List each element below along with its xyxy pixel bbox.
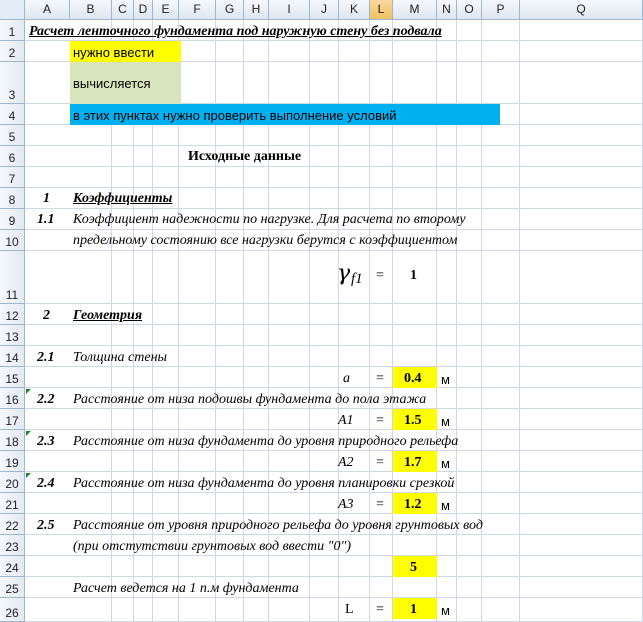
row-header-11[interactable]: 11: [0, 251, 25, 304]
legend-check-label: в этих пунктах нужно проверить выполнение условий: [73, 108, 397, 123]
row-header-20[interactable]: 20: [0, 472, 25, 493]
section-2-number: 2: [43, 308, 50, 323]
A2-unit: м: [441, 456, 450, 471]
column-header-i[interactable]: I: [269, 0, 310, 20]
column-header-q[interactable]: Q: [520, 0, 643, 20]
grid-hline: [25, 597, 643, 598]
L-equals: =: [376, 602, 384, 617]
grid-hline: [25, 513, 643, 514]
section-2-4-text: Расстояние от низа фундамента до уровня планировки срезкой: [73, 476, 455, 491]
A3-unit: м: [441, 498, 450, 513]
section-2-2-text: Расстояние от низа подошвы фундамента до пола этажа: [73, 392, 427, 407]
section-2-5-text-line1: Расстояние от уровня природного рельефа до уровня грунтовых вод: [73, 518, 483, 533]
row-header-10[interactable]: 10: [0, 230, 25, 251]
column-header-a[interactable]: A: [25, 0, 70, 20]
comment-marker[interactable]: [26, 389, 31, 394]
grid-hline: [25, 576, 643, 577]
A1-value: 1.5: [404, 413, 422, 428]
section-1-title: Коэффициенты: [73, 191, 173, 206]
comment-marker[interactable]: [26, 473, 31, 478]
column-header-d[interactable]: D: [134, 0, 153, 20]
row-header-26[interactable]: 26: [0, 598, 25, 622]
section-1-1-text-line2: предельному состоянию все нагрузки берутся с коэффициентом: [73, 233, 458, 248]
sheet-title: Расчет ленточного фундамента под наружную стену без подвала: [29, 24, 442, 39]
grid-hline: [25, 450, 643, 451]
section-1-1-text-line1: Коэффициент надежности по нагрузке. Для расчета по второму: [73, 212, 466, 227]
grid-hline: [25, 250, 643, 251]
grid-hline: [25, 187, 643, 188]
A3-label: A3: [338, 497, 354, 512]
section-2-3-text: Расстояние от низа фундамента до уровня природного рельефа: [73, 434, 459, 449]
row-header-6[interactable]: 6: [0, 146, 25, 167]
row-header-14[interactable]: 14: [0, 346, 25, 367]
section-1-number: 1: [43, 191, 50, 206]
legend-computed-label: вычисляется: [73, 76, 151, 91]
column-header-f[interactable]: F: [179, 0, 216, 20]
A3-equals: =: [376, 497, 384, 512]
grid-hline: [25, 534, 643, 535]
row-header-3[interactable]: 3: [0, 62, 25, 104]
a-equals: =: [376, 371, 384, 386]
gamma-equals: =: [376, 268, 384, 283]
section-2-5-number: 2.5: [37, 518, 55, 533]
column-header-k[interactable]: K: [339, 0, 370, 20]
A2-equals: =: [376, 455, 384, 470]
column-header-b[interactable]: B: [70, 0, 112, 20]
A2-label: A2: [338, 455, 354, 470]
row-header-16[interactable]: 16: [0, 388, 25, 409]
grid-hline: [25, 408, 643, 409]
grid-hline: [25, 366, 643, 367]
grid-hline: [25, 429, 643, 430]
row-header-23[interactable]: 23: [0, 535, 25, 556]
a-unit: м: [441, 372, 450, 387]
gamma-value: 1: [410, 268, 417, 283]
per-meter-text: Расчет ведется на 1 п.м фундамента: [73, 581, 299, 596]
A3-value: 1.2: [404, 497, 422, 512]
column-header-l[interactable]: L: [370, 0, 393, 20]
column-header-o[interactable]: O: [457, 0, 482, 20]
legend-input-label: нужно ввести: [73, 45, 155, 60]
select-all-corner[interactable]: [0, 0, 25, 20]
column-header-m[interactable]: M: [393, 0, 437, 20]
grid-hline: [25, 208, 643, 209]
comment-marker[interactable]: [26, 431, 31, 436]
row-header-4[interactable]: 4: [0, 104, 25, 125]
groundwater-value: 5: [410, 560, 417, 575]
a-value: 0.4: [404, 371, 422, 386]
row-header-17[interactable]: 17: [0, 409, 25, 430]
row-header-25[interactable]: 25: [0, 577, 25, 598]
column-header-c[interactable]: C: [112, 0, 134, 20]
row-header-24[interactable]: 24: [0, 556, 25, 577]
a-label: a: [343, 371, 350, 386]
section-2-3-number: 2.3: [37, 434, 55, 449]
column-header-p[interactable]: P: [482, 0, 520, 20]
A2-value: 1.7: [404, 455, 422, 470]
row-header-21[interactable]: 21: [0, 493, 25, 514]
section-2-2-number: 2.2: [37, 392, 55, 407]
grid-vline: [519, 20, 520, 622]
grid-hline: [25, 324, 643, 325]
gamma-symbol: γ: [337, 261, 351, 286]
column-header-n[interactable]: N: [437, 0, 457, 20]
section-1-1-number: 1.1: [37, 212, 55, 227]
row-header-15[interactable]: 15: [0, 367, 25, 388]
row-header-18[interactable]: 18: [0, 430, 25, 451]
section-2-1-text: Толщина стены: [73, 350, 168, 365]
row-header-5[interactable]: 5: [0, 125, 25, 146]
row-header-8[interactable]: 8: [0, 188, 25, 209]
row-header-9[interactable]: 9: [0, 209, 25, 230]
grid-hline: [25, 492, 643, 493]
grid-hline: [25, 229, 643, 230]
row-header-13[interactable]: 13: [0, 325, 25, 346]
A1-label: A1: [338, 413, 354, 428]
row-header-22[interactable]: 22: [0, 514, 25, 535]
section-2-5-text-line2: (при отстутствии грунтовых вод ввести "0"): [73, 539, 352, 554]
section-2-title: Геометрия: [73, 308, 143, 323]
grid-hline: [25, 471, 643, 472]
row-header-7[interactable]: 7: [0, 167, 25, 188]
column-header-e[interactable]: E: [153, 0, 179, 20]
column-header-j[interactable]: J: [310, 0, 339, 20]
column-header-g[interactable]: G: [216, 0, 244, 20]
gamma-subscript: f1: [351, 271, 363, 287]
row-header-12[interactable]: 12: [0, 304, 25, 325]
L-value: 1: [410, 602, 417, 617]
grid-hline: [25, 145, 643, 146]
grid-hline: [25, 345, 643, 346]
section-2-1-number: 2.1: [37, 350, 55, 365]
L-label: L: [345, 602, 354, 617]
row-header-19[interactable]: 19: [0, 451, 25, 472]
grid-hline: [25, 166, 643, 167]
column-header-h[interactable]: H: [244, 0, 269, 20]
row-header-1[interactable]: 1: [0, 20, 25, 41]
row-header-2[interactable]: 2: [0, 41, 25, 62]
section-header: Исходные данные: [188, 149, 302, 164]
A1-unit: м: [441, 414, 450, 429]
grid-hline: [25, 555, 643, 556]
L-unit: м: [441, 603, 450, 618]
grid-hline: [25, 387, 643, 388]
grid-hline: [25, 303, 643, 304]
section-2-4-number: 2.4: [37, 476, 55, 491]
A1-equals: =: [376, 413, 384, 428]
